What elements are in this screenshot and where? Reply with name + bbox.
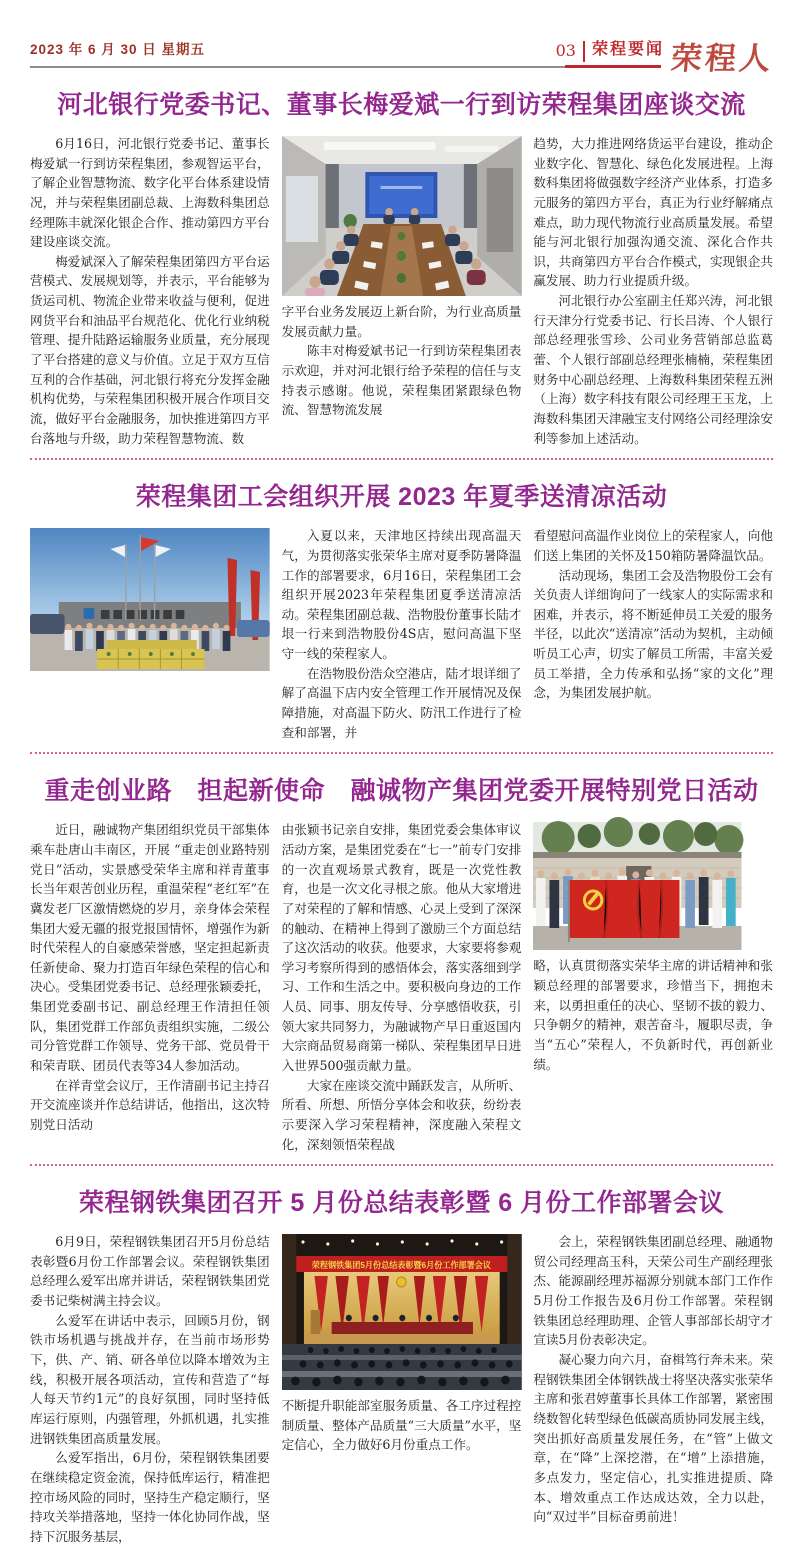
article-column <box>30 526 270 742</box>
paragraph: 由张颖书记亲自安排，集团党委会集体审议活动方案，是集团党委在“七一”前专门安排的一次直观场景式教育，既是一次党性教育，也是一次文化寻根之旅。他从大家增进了对荣程的了解和情感、心灵上受到了深深的触动、在精神上得到了激励三个方面总结了这次活动的收获。他要求，大家要将参观学习考察所得到的感悟体会，落实落细到学习、工作和生活之中。要积极向身边的工作人员、同事、朋友传导、分享感悟收获，引领大家共同努力，为融诚物产早日重返国内大宗商品贸易商第一梯队、荣程集团早日进入世界500强贡献力量。 <box>281 822 522 1073</box>
section-title: 荣程要闻 <box>591 41 664 58</box>
article-steel-meeting <box>30 1183 773 1546</box>
header-rule-gray <box>30 66 565 69</box>
paragraph: 6月9日，荣程钢铁集团召开5月份总结表彰暨6月份工作部署会议。荣程钢铁集团总经理么爱军出席并讲话，荣程钢铁集团党委书记柴树满主持会议。 <box>30 1234 270 1309</box>
paragraph: 大家在座谈交流中踊跃发言，从所听、所看、所想、所悟分享体会和收获，纷纷表示要深入学习荣程精神，深度融入荣程文化，深刻领悟荣程战 <box>281 1077 522 1152</box>
paragraph: 么爱军指出，6月份，荣程钢铁集团要在继续稳定资金流，保持低库运行，精准把控市场风险的同时，坚持生产稳定顺行，坚持攻关举措落地，坚持一体化协同作战，坚持下沉服务基层， <box>30 1450 270 1544</box>
paragraph: 看望慰问高温作业岗位上的荣程家人，向他们送上集团的关怀及150箱防暑降温饮品。 <box>533 528 773 563</box>
page-header <box>30 0 775 77</box>
paragraph: 活动现场，集团工会及浩物股份工会有关负责人详细询问了一线家人的实际需求和困难，并表示，将不断延伸员工关爱的服务半径，以此次“送清凉”活动为契机，主动倾听员工心声，切实了解员工所需，丰富关爱员工举措，全力传承和弘扬“家的文化”理念，为集团发展护航。 <box>533 567 773 701</box>
paragraph: 凝心聚力向六月，奋楫笃行奔未来。荣程钢铁集团全体钢铁战士将坚决落实张荣华主席和张君婷董事长具体工作部署，紧密围绕数智化转型绿色低碳高质协同发展主线，突出抓好高质量发展任务，在“管”上做文章，在“降”上深挖潜，在“增”上添措施，多点发力，坚定信心，扎实推进提质、降本、增效重点工作达成达效，全力以赴，向“双过半”目标奋勇前进！ <box>533 1352 773 1525</box>
paragraph: 在浩物股份浩众空港店，陆才垠详细了解了高温下店内安全管理工作开展情况及保障措施，对高温下防火、防汛工作进行了检查和部署，并 <box>281 665 522 740</box>
issue-date: 2023 年 6 月 30 日 星期五 <box>30 42 206 57</box>
paragraph: 字平台业务发展迈上新台阶，为行业高质量发展贡献力量。 <box>281 304 522 339</box>
paragraph: 会上，荣程钢铁集团副总经理、融通物贸公司经理高玉科，天荣公司生产副经理张杰、能源副经理苏福源分别就本部门工作作5月份工作报告及6月份工作部署。荣程钢铁集团总经理助理、企管人事部部长胡守才宣读5月份表彰决定。 <box>533 1234 773 1348</box>
article-column <box>30 820 270 1154</box>
section-divider <box>30 752 773 754</box>
article-column <box>533 1232 773 1546</box>
party-flag-group-photo <box>533 822 742 950</box>
paragraph: 在祥青堂会议厅，王作清副书记主持召开交流座谈并作总结讲话，他指出，这次特别党日活动 <box>30 1077 270 1132</box>
meeting-hall-photo <box>282 1234 522 1390</box>
header-rule-red <box>565 65 661 68</box>
article-column <box>533 134 773 448</box>
paragraph: 6月16日，河北银行党委书记、董事长梅爱斌一行到访荣程集团，参观智运平台，了解企业智慧物流、数字化平台体系建设情况，并与荣程集团副总裁、上海数科集团总经理陈丰就深化银企合作、推动第四方平台建设座谈交流。 <box>30 136 270 250</box>
paragraph: 河北银行办公室副主任郑兴涛，河北银行天津分行党委书记、行长吕涛、个人银行部总经理张雪珍、公司业务营销部总监葛蕾、个人银行部副总经理张楠楠，荣程集团财务中心副总经理、上海数科集团荣程五洲（上海）数字科技有限公司经理王玉龙，上海数科集团天津融宝支付网络公司经理涂安利等参加上述活动。 <box>533 293 773 446</box>
section-divider <box>30 458 773 460</box>
article-column <box>30 134 270 448</box>
paragraph: 陈丰对梅爱斌书记一行到访荣程集团表示欢迎，并对河北银行给予荣程的信任与支持表示感谢。他说，荣程集团紧跟绿色物流、智慧物流发展 <box>281 343 522 418</box>
article-column <box>282 1232 522 1546</box>
article-headline: 重走创业路 担起新使命 融诚物产集团党委开展特别党日活动 <box>44 777 759 806</box>
article-column <box>282 134 522 448</box>
article-headline: 荣程集团工会组织开展 2023 年夏季送清凉活动 <box>135 483 668 512</box>
article-column <box>30 1232 270 1546</box>
article-bank-visit <box>30 85 773 448</box>
paragraph: 近日，融诚物产集团组织党员干部集体乘车赴唐山丰南区，开展 “重走创业路特别党日”活动，实景感受荣华主席和祥青董事长当年艰苦创业历程，重温荣程“老红军”在冀发老厂区激情燃烧的岁月，亲身体会荣程集团大爱无疆的报党报国情怀，增强作为新时代荣程人的自豪感荣誉感，坚定担起新责任新使命、聚力打造百年绿色荣程的信心和决心。受集团党委书记、总经理张颖委托，集团党委副书记、副总经理王作清担任领队，集团党群工作部负责组织实施，二级公司分管党群工作领导、党务干部、党员骨干和荣青联、团员代表等34人参加活动。 <box>30 822 270 1073</box>
article-headline: 河北银行党委书记、董事长梅爱斌一行到访荣程集团座谈交流 <box>57 91 746 119</box>
article-column <box>533 820 773 1154</box>
paragraph: 不断提升职能部室服务质量、各工序过程控制质量、整体产品质量“三大质量”水平，坚定信心，全力做好6月份重点工作。 <box>281 1398 522 1453</box>
article-column <box>533 526 773 742</box>
conference-room-photo <box>282 136 522 296</box>
page-number: 03 <box>555 41 576 60</box>
masthead-logo: 荣程人 <box>669 41 775 77</box>
article-party-day <box>30 771 773 1154</box>
paragraph: 略，认真贯彻落实荣华主席的讲话精神和张颖总经理的部署要求，珍惜当下，拥抱未来，以勇担重任的决心、坚韧不拔的毅力、只争朝夕的精神，艰苦奋斗，履职尽责，争当“五心”荣程人，不负新时代，再创新业绩。 <box>533 958 773 1072</box>
paragraph: 趋势，大力推进网络货运平台建设，推动企业数字化、智慧化、绿色化发展进程。上海数科集团将做强数字经济产业体系，打造多元服务的第四方平台，真正为行业纾解痛点难点，助力现代物流行业高质量发展。希望能与河北银行加强沟通交流、深化合作共识，共商第四方平台合作模式，实现银企共赢发展、助力行业提质升级。 <box>533 136 773 289</box>
paragraph: 入夏以来，天津地区持续出现高温天气，为贯彻落实张荣华主席对夏季防暑降温工作的部署要求，6月16日，荣程集团工会组织开展2023年荣程集团夏季送清凉活动。荣程集团副总裁、浩物股份董事长陆才垠一行来到浩物股份4S店，慰问高温下坚守一线的荣程家人。 <box>281 528 522 662</box>
article-headline: 荣程钢铁集团召开 5 月份总结表彰暨 6 月份工作部署会议 <box>78 1189 725 1218</box>
paragraph: 梅爱斌深入了解荣程集团第四方平台运营模式、发展规划等，并表示，平台能够为货运司机、物流企业带来收益与便利，促进网货平台和油品平台规范化、优化行业纳税管理、提升陆路运输服务业质量，充分展现了平台搭建的意义与价值。立足于双方互信互利的合作基础，河北银行将充分发挥金融机构优势，与荣程集团积极开展合作项目交流，做好平台金融服务，加快推进第四方平台落地与升级，助力荣程智慧物流、数 <box>30 253 270 446</box>
article-column <box>282 820 522 1154</box>
article-summer-cooling <box>30 477 773 742</box>
header-rule <box>30 65 773 68</box>
article-column <box>282 526 522 742</box>
header-divider <box>583 41 585 62</box>
section-divider <box>30 1164 773 1166</box>
outdoor-group-photo <box>30 528 270 671</box>
photo-banner-text: 荣程钢铁集团5月份总结表彰暨6月份工作部署会议 <box>311 1260 491 1271</box>
paragraph: 么爱军在讲话中表示，回顾5月份，钢铁市场机遇与挑战并存，在当前市场形势下，供、产、销、研各单位以降本增效为主线，积极开展各项活动，宣传和营造了“每人每天节约1元”的良好氛围，同时坚持低库运行原则，内强管理，外抓机遇，扎实推进钢铁集团高质量发展。 <box>30 1312 270 1446</box>
